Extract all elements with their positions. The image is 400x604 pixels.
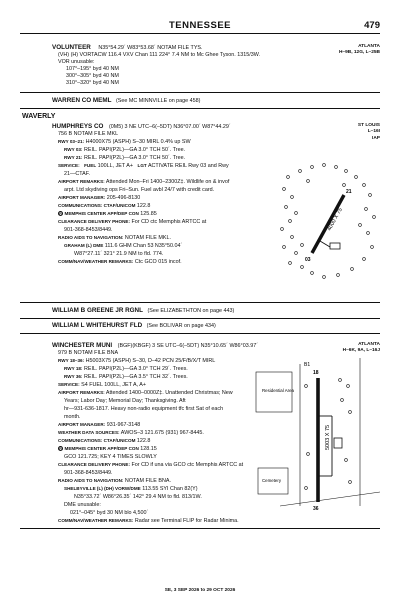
page-header	[20, 18, 380, 34]
winchester-wx-src-label: WEATHER DATA SOURCES:	[58, 430, 120, 435]
waverly-ghm-1: 111.6 GHM Chan 53 N35°50.04´	[104, 243, 183, 249]
waverly-comm: 122.8	[136, 203, 151, 209]
waverly-region: ST LOUIS	[357, 123, 380, 128]
winchester-shb-1: 113.55 SYI Chan 82(Y)	[142, 486, 198, 492]
volunteer-vortac: (VH) (H) VORTACW 116.4 VXV Chan 111 224° 7.4 NM to Mc Ghee Tyson. 1315/3W.	[58, 52, 260, 58]
waverly-lgt-label: LGT	[137, 163, 147, 168]
waverly-ghm-label: GRAHAM (L) DME	[64, 243, 104, 248]
winchester-comm-label: COMMUNICATIONS: CTAF/UNICOM	[58, 438, 136, 443]
warren-name: WARREN CO MEML	[52, 97, 112, 104]
waverly-clr-label: CLEARANCE DELIVERY PHONE:	[58, 219, 130, 224]
winchester-clr-1: For CD if una via GCO ctc Memphis ARTCC at	[131, 462, 244, 468]
waverly-lgt-cont: 21—CTAF.	[64, 171, 90, 177]
winchester-region: ATLANTA	[358, 342, 380, 347]
winchester-gco: GCO 121.725; KEY 4 TIMES SLOWLY	[64, 454, 157, 460]
waverly-rwy-label: RWY 03–21:	[58, 139, 85, 144]
winchester-shb-3: DME unusable:	[64, 502, 101, 508]
waverly-elev-line: 756 B NOTAM FILE MKL	[58, 131, 119, 137]
volunteer-unusable: VOR unusable:	[58, 59, 95, 65]
winchester-name: WINCHESTER MUNI	[52, 342, 113, 349]
winchester-rwy: H5003X75 (ASPH) S–30, D–42 PCN 25/F/B/X/T MIRL	[85, 358, 216, 364]
winchester-clr-2: 901-368-8453/8449.	[64, 470, 113, 476]
waverly-clr-1: For CD ctc Memphis ARTCC at	[131, 219, 207, 225]
road-label: B1	[304, 362, 311, 368]
winchester-rwy36: REIL. PAPI(P2L)—GA 3.5° TCH 32´. Trees.	[83, 374, 188, 380]
runway-end-03: 03	[305, 257, 311, 263]
waverly-memphis: 125.85	[140, 211, 157, 217]
winchester-rwy36-label: RWY 36:	[64, 374, 83, 379]
winchester-elev-line: 979 B NOTAM FILE BNA	[58, 350, 119, 356]
waverly-wx: Ctc GCO 015 incof.	[134, 259, 182, 265]
waverly-comm-label: COMMUNICATIONS: CTAF/UNICOM	[58, 203, 136, 208]
winchester-rwy18-label: RWY 18:	[64, 366, 83, 371]
winchester-id-line: (BGF)(KBGF) 3 SE UTC–6(–5DT) N35°10.65´ W86°03.97´	[117, 343, 258, 349]
waverly-manager-label: AIRPORT MANAGER:	[58, 195, 106, 200]
winchester-wx-label: COMM/NAV/WEATHER REMARKS:	[58, 518, 134, 523]
divider	[20, 92, 380, 93]
winchester-remarks-4: month.	[64, 414, 81, 420]
waverly-name: HUMPHREYS CO	[52, 123, 104, 130]
winchester-memphis: 128.15	[140, 446, 157, 452]
winchester-manager: 931-967-3148	[106, 422, 141, 428]
whitehurst-entry	[52, 322, 216, 330]
winchester-rwy-label: RWY 18–36:	[58, 358, 85, 363]
waverly-iap: IAP	[372, 135, 380, 141]
winchester-nav: NOTAM FILE BNA.	[124, 478, 171, 484]
divider	[20, 318, 380, 319]
volunteer-unusable-3: 310°–320° byd 40 NM	[66, 80, 119, 86]
winchester-nav-label: RADIO AIDS TO NAVIGATION:	[58, 478, 124, 483]
whitehurst-ref: (See BOLIVAR on page 434)	[146, 323, 216, 329]
winchester-memphis-label: MEMPHIS CENTER APP/DEP CON	[64, 446, 139, 451]
runway-end-18: 18	[313, 370, 319, 376]
waverly-fuel-label: FUEL	[84, 163, 97, 168]
divider	[20, 333, 380, 334]
winchester-shb-4: 021°–045° byd 30 NM blo 4,500´	[70, 510, 149, 516]
waverly-city: WAVERLY	[22, 113, 56, 120]
winchester-service: S4 FUEL 100LL, JET A, A+	[81, 382, 147, 388]
waverly-fuel: 100LL, JET A+	[97, 163, 134, 169]
warren-entry	[52, 97, 200, 105]
runway-dimension-label: 5003 X 75	[325, 424, 331, 450]
volunteer-coords: N35°54.29´ W83°53.68´ NOTAM FILE TYS.	[98, 45, 203, 51]
waverly-wx-label: COMM/NAV/WEATHER REMARKS:	[58, 259, 134, 264]
winchester-remarks-1: Attended 1400–0000Z‡. Unattended Christmas; New	[105, 390, 233, 396]
winchester-rwy18: REIL. PAPI(P2L)—GA 3.0° TCH 29´. Trees.	[83, 366, 188, 372]
winchester-manager-label: AIRPORT MANAGER:	[58, 422, 106, 427]
waverly-charts: L–16I	[367, 129, 380, 135]
waverly-id-line: (0M5) 3 NE UTC–6(–5DT) N36°07.00´ W87°44.29´	[108, 124, 231, 130]
waverly-rwy03: REIL. PAPI(P2L)—GA 3.0° TCH 50´. Tree.	[83, 147, 186, 153]
winchester-remarks-2: Years; Labor Day; Memorial Day; Thanksgiving. Aft	[64, 398, 186, 404]
waverly-airport-diagram	[272, 155, 380, 290]
winchester-shb-2: N35°33.72´ W86°26.35´ 142° 29.4 NM to fld. 813/1W.	[74, 494, 202, 500]
waverly-remarks-1: Attended Mon–Fri 1400–2300Z‡. Wildlife on & invof	[105, 179, 230, 185]
waverly-manager: 205-496-8130	[106, 195, 141, 201]
waverly-ghm-2: W87°27.11´ 321° 21.9 NM to fld. 774.	[74, 251, 164, 257]
waverly-remarks-label: AIRPORT REMARKS:	[58, 179, 105, 184]
road	[280, 492, 380, 506]
footer-effective-dates: SE, 3 SEP 2026 to 29 OCT 2026	[164, 588, 236, 593]
volunteer-charts: H–9B, 12G, L–25B	[338, 50, 380, 56]
winchester-remarks-3: hr—931-636-1817. Heavy non-radio equipment tfc first Sat of each	[64, 406, 224, 412]
waverly-remarks-2: arpt. Ltd skydiving ops Fri–Sun. Fuel avbl 24/7 with credit card.	[64, 187, 215, 193]
winchester-charts: H–6K, 9A, L–16J	[342, 348, 380, 354]
memphis-icon: R	[59, 212, 62, 216]
whitehurst-name: WILLIAM L WHITEHURST FLD	[52, 322, 143, 329]
waverly-rwy21-label: RWY 21:	[64, 155, 83, 160]
waverly-nav: NOTAM FILE MKL.	[124, 235, 171, 241]
waverly-lgt: ACTIVATE REIL Rwy 03 and Rwy	[147, 163, 229, 169]
winchester-wx: Radar see Terminal FLIP for Radar Minima.	[134, 518, 239, 524]
volunteer-name: VOLUNTEER	[52, 44, 91, 51]
divider	[20, 108, 380, 109]
waverly-clr-2: 901-368-8453/8449.	[64, 227, 113, 233]
runway-end-36: 36	[313, 506, 319, 512]
volunteer-region: ATLANTA	[358, 44, 380, 49]
waverly-memphis-label: MEMPHIS CENTER APP/DEP CON	[64, 211, 139, 216]
residential-area-label: Residential Area	[262, 388, 294, 393]
state-title: TENNESSEE	[168, 20, 232, 31]
runway-dimension-label: 4000 X 75	[326, 207, 344, 232]
winchester-shb-label: SHELBYVILLE (L) (DH) VORW/DME	[64, 486, 141, 491]
runway-end-21: 21	[346, 189, 352, 195]
winchester-remarks-label: AIRPORT REMARKS:	[58, 390, 105, 395]
winchester-airport-diagram	[250, 356, 386, 512]
warren-ref: (See MC MINNVILLE on page 458)	[115, 98, 201, 104]
page-number: 479	[364, 20, 380, 31]
winchester-clr-label: CLEARANCE DELIVERY PHONE:	[58, 462, 130, 467]
winchester-wx-src: AWOS–3 121.675 (931) 967-8445.	[120, 430, 204, 436]
divider	[20, 302, 380, 303]
waverly-nav-label: RADIO AIDS TO NAVIGATION:	[58, 235, 124, 240]
greene-ref: (See ELIZABETHTON on page 443)	[147, 308, 235, 314]
memphis-icon: R	[59, 447, 62, 451]
waverly-rwy21: REIL. PAPI(P2L)—GA 3.0° TCH 50´. Tree.	[83, 155, 186, 161]
volunteer-unusable-2: 300°–305° byd 40 NM	[66, 73, 119, 79]
waverly-rwy03-label: RWY 03:	[64, 147, 83, 152]
greene-name: WILLIAM B GREENE JR RGNL	[52, 307, 143, 314]
runway-03-21	[312, 195, 344, 253]
divider	[20, 528, 380, 529]
waverly-service-label: SERVICE:	[58, 163, 80, 168]
waverly-rwy: H4000X75 (ASPH) S–30 MIRL 0.4% up SW	[85, 139, 191, 145]
winchester-service-label: SERVICE:	[58, 382, 80, 387]
cemetery-label: Cemetery	[262, 478, 282, 483]
volunteer-unusable-1: 107°–195° byd 40 NM	[66, 66, 119, 72]
winchester-comm: 122.8	[136, 438, 151, 444]
greene-entry	[52, 307, 234, 315]
